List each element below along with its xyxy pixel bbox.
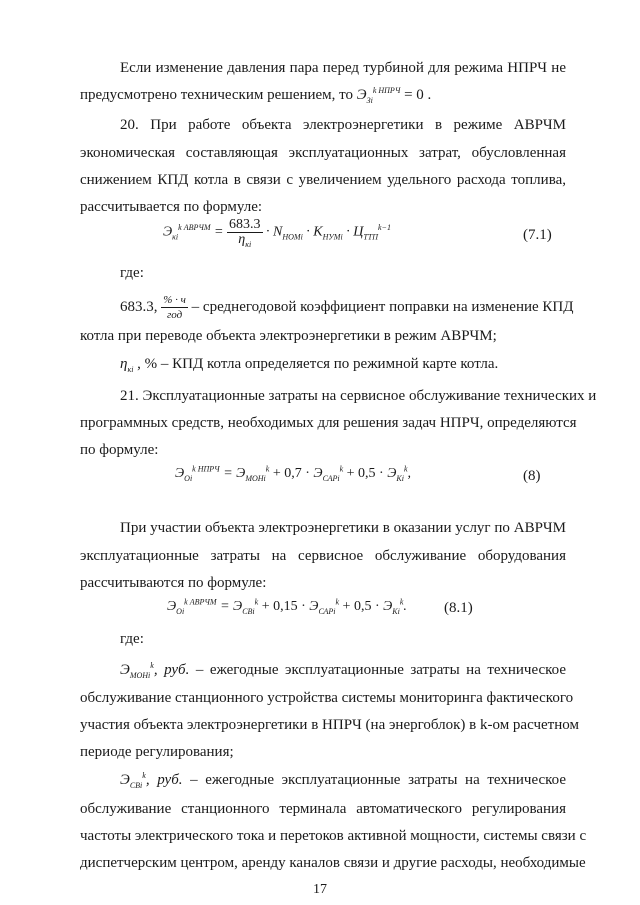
text-segment: предусмотрено техническим решением, то [80, 87, 354, 103]
superscript: k [184, 597, 188, 607]
text-line: 21. Эксплуатационные затраты на сервисное обслуживание технических и [120, 388, 597, 404]
text-line: обслуживание станционного устройства системы мониторинга фактического [80, 690, 574, 706]
superscript: k [254, 597, 259, 607]
subscript: кi [172, 232, 179, 242]
text-line: При участии объекта электроэнергетики в оказании услуг по АВРЧМ [120, 520, 566, 536]
subscript: САРi [318, 606, 336, 616]
superscript: АВРЧМ [183, 223, 211, 233]
unit: руб. [157, 772, 183, 788]
numerator: % · ч [163, 294, 186, 306]
coefficient: + 0,5 · [346, 466, 384, 481]
text-segment: – ежегодные эксплуатационные затраты на техническое [195, 662, 566, 678]
symbol-e: Э [383, 599, 393, 614]
inline-formula: $Э_{СВi}^k$, руб. [120, 771, 183, 790]
text-line [80, 85, 431, 105]
text-segment: – ежегодные эксплуатационные затраты на техническое [190, 772, 567, 788]
denominator [227, 233, 263, 247]
symbol-e: Э [313, 466, 323, 481]
superscript: k−1 [378, 223, 391, 233]
equation-number: (8.1) [444, 600, 473, 616]
subscript: Кi [392, 606, 400, 616]
coefficient: + 0,7 · [272, 466, 310, 481]
text-line: программных средств, необходимых для решения задач НПРЧ, определяются [80, 415, 577, 431]
text-line: снижением КПД котла в связи с увеличением удельного расхода топлива, [80, 172, 566, 188]
text-line: участия объекта электроэнергетики в НПРЧ (на энергоблок) в k-ом расчетном [80, 717, 579, 733]
symbol-e: Э [120, 662, 130, 678]
equals-sign: = [214, 224, 224, 240]
subscript: Oi [176, 606, 185, 616]
text-line [120, 293, 573, 322]
subscript: НОМi [282, 232, 303, 242]
superscript: НПРЧ [197, 464, 220, 474]
unit: руб. [164, 662, 190, 678]
subscript: кi [245, 239, 252, 249]
punctuation: . [403, 599, 407, 614]
symbol-eta: η [120, 356, 128, 372]
coefficient: + 0,15 · [261, 599, 306, 614]
formula-7-1 [163, 218, 391, 247]
subscript: Oi [184, 473, 193, 483]
text-line: эксплуатационные затраты на сервисное обслуживание оборудования [80, 548, 566, 564]
symbol-eta: η [238, 232, 246, 247]
text-line: где: [120, 631, 144, 647]
superscript: k [265, 464, 270, 474]
symbol-e: Э [387, 466, 397, 481]
formula-8 [175, 465, 411, 483]
superscript: k [142, 771, 146, 780]
superscript: k [339, 464, 344, 474]
subscript: Кi [396, 473, 404, 483]
subscript: НУМi [322, 232, 343, 242]
superscript: k [399, 597, 404, 607]
text-line: частоты электрического тока и перетоков активной мощности, системы связи с [80, 828, 587, 844]
symbol-ts: · Ц [346, 224, 364, 240]
symbol-e: Э [175, 466, 185, 481]
unit-fraction [161, 293, 188, 322]
text-segment: = 0 . [404, 87, 432, 103]
equals-sign: = [223, 466, 233, 481]
subscript: Зi [366, 96, 373, 105]
symbol-e: Э [233, 599, 243, 614]
superscript: АВРЧМ [189, 597, 217, 607]
text-line: рассчитываются по формуле: [80, 575, 267, 591]
subscript: ТТП [363, 232, 378, 242]
superscript: НПРЧ [378, 86, 401, 95]
inline-formula: $Э_{МОНi}^k$, руб. [120, 661, 190, 680]
text-line [120, 770, 566, 790]
subscript: СВi [129, 781, 143, 790]
inline-formula [357, 87, 404, 103]
text-line: где: [120, 265, 144, 281]
numerator: 683.3 [229, 217, 261, 232]
inline-formula [120, 356, 133, 372]
text-line [120, 354, 498, 374]
page-number: 17 [313, 882, 327, 897]
text-segment: 683.3, [120, 298, 158, 315]
subscript: кi [127, 365, 134, 374]
superscript: k [192, 464, 196, 474]
text-line: по формуле: [80, 442, 159, 458]
subscript: СВi [242, 606, 255, 616]
superscript: k [372, 86, 377, 95]
text-line: рассчитывается по формуле: [80, 199, 263, 215]
punctuation: , [407, 466, 411, 481]
coefficient: + 0,5 · [342, 599, 380, 614]
text-segment: , % – КПД котла определяется по режимной карте котла. [137, 356, 499, 372]
formula-8-1 [167, 598, 407, 616]
equation-number: (7.1) [523, 227, 552, 243]
superscript: k [178, 223, 182, 233]
symbol-e: Э [356, 87, 367, 103]
symbol-e: Э [236, 466, 246, 481]
text-line: периоде регулирования; [80, 744, 234, 760]
text-line [120, 660, 566, 680]
text-line: 20. При работе объекта электроэнергетики в режиме АВРЧМ [120, 117, 566, 133]
equation-number: (8) [523, 468, 541, 484]
superscript: k [335, 597, 340, 607]
symbol-n: · N [266, 224, 283, 240]
text-line: Если изменение давления пара перед турбиной для режима НПРЧ не [120, 60, 566, 76]
subscript: МОНi [129, 671, 151, 680]
subscript: МОНi [245, 473, 266, 483]
text-line: диспетчерским центром, аренду каналов связи и другие расходы, необходимые [80, 855, 586, 871]
equals-sign: = [220, 599, 230, 614]
fraction [227, 218, 263, 247]
superscript: k [403, 464, 408, 474]
text-line: котла при переводе объекта электроэнергетики в режим АВРЧМ; [80, 328, 497, 344]
text-line: обслуживание станционного терминала автоматического регулирования [80, 801, 566, 817]
superscript: k [150, 661, 154, 670]
symbol-e: Э [167, 599, 177, 614]
subscript: САРi [322, 473, 340, 483]
symbol-e: Э [163, 224, 173, 240]
symbol-k: · K [306, 224, 323, 240]
symbol-e: Э [120, 772, 130, 788]
denominator: год [166, 309, 183, 321]
text-line: экономическая составляющая эксплуатационных затрат, обусловленная [80, 145, 566, 161]
symbol-e: Э [309, 599, 319, 614]
text-segment: – среднегодовой коэффициент поправки на изменение КПД [191, 298, 574, 315]
